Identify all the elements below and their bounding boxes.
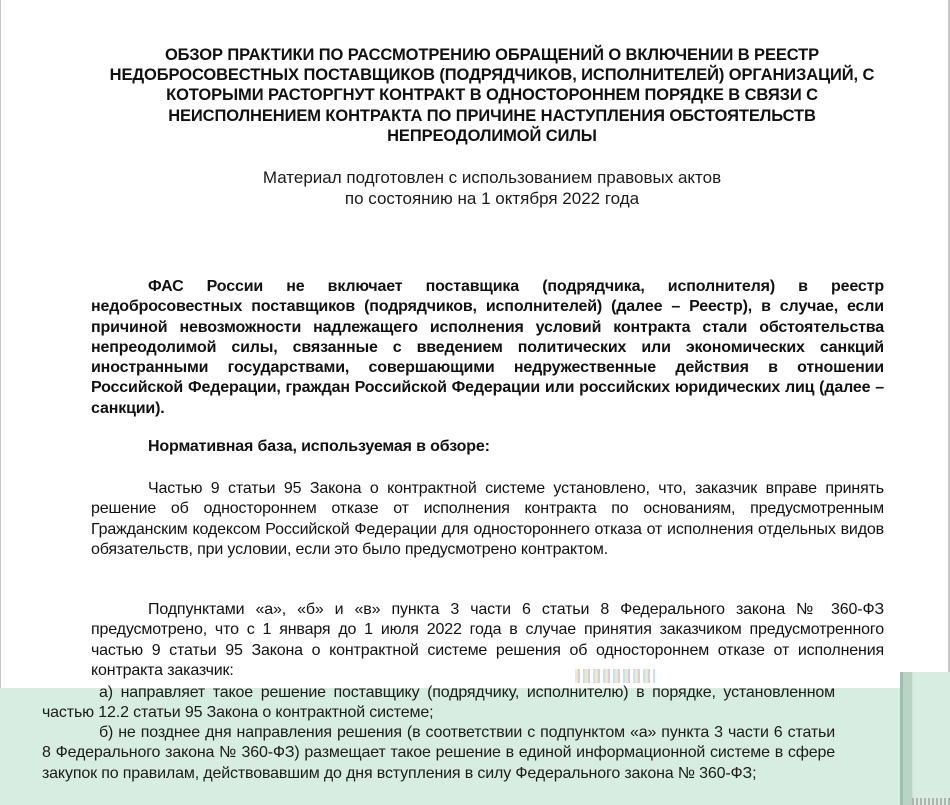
- subtitle-line-1: Материал подготовлен с использованием правовых актов: [262, 168, 722, 187]
- paragraph-360-fz: Подпунктами «а», «б» и «в» пункта 3 части 6 статьи 8 Федерального закона № 360-ФЗ предусмотрено, что с 1 января до 1 июля 2022 года в случае принятия заказчиком предусмотренного частью 9 статьи 95 Закона о контрактной системе решения об одностороннем отказе от исполнения контракта заказчик:: [91, 601, 884, 679]
- paragraph-fas-statement: ФАС России не включает поставщика (подрядчика, исполнителя) в реестр недобросовестных поставщиков (подрядчиков, исполнителей) (далее – Реестр), в случае, если причиной невозможности надлежащего исполнения условий контракта стали обстоятельства непреодолимой силы, связанные с введением политических или экономических санкций иностранными государствами, совершающими недружественные действия в отношении Российской Федерации, граждан Российской Федерации или российских юридических лиц (далее – санкции).: [91, 278, 884, 417]
- render-artifact: [575, 669, 655, 683]
- section-heading-legal-basis: Нормативная база, используемая в обзоре:: [148, 438, 490, 455]
- subtitle-line-2: по состоянию на 1 октября 2022 года: [344, 189, 640, 208]
- scrollbar-gutter: [912, 672, 950, 805]
- overlay-item-a: а) направляет такое решение поставщику (подрядчику, исполнителю) в порядке, установленном частью 12.2 статьи 95 Закона о контрактной системе;: [42, 684, 835, 722]
- document-title: ОБЗОР ПРАКТИКИ ПО РАССМОТРЕНИЮ ОБРАЩЕНИЙ О ВКЛЮЧЕНИИ В РЕЕСТР НЕДОБРОСОВЕСТНЫХ ПОСТАВЩИКОВ (ПОДРЯДЧИКОВ, ИСПОЛНИТЕЛЕЙ) ОРГАНИЗАЦИЙ, С КОТОРЫМИ РАСТОРГНУТ КОНТРАКТ В ОДНОСТОРОННЕМ ПОРЯДКЕ В СВЯЗИ С НЕИСПОЛНЕНИЕМ КОНТРАКТА ПО ПРИЧИНЕ НАСТУПЛЕНИЯ ОБСТОЯТЕЛЬСТВ НЕПРЕОДОЛИМОЙ СИЛЫ: [109, 46, 875, 145]
- resize-grip[interactable]: [912, 798, 950, 805]
- overlay-item-b: б) не позднее дня направления решения (в соответствии с подпунктом «а» пункта 3 части 6 статьи 8 Федерального закона № 360-ФЗ) размещает такое решение в единой информационной системе в сфере закупок по правилам, действовавшим до дня вступления в силу Федерального закона № 360-ФЗ;: [42, 724, 835, 782]
- document-subtitle: [96, 167, 888, 209]
- scrollbar[interactable]: [900, 672, 912, 805]
- paragraph-article-95: Частью 9 статьи 95 Закона о контрактной системе установлено, что, заказчик вправе принять решение об одностороннем отказе от исполнения контракта по основаниям, предусмотренным Гражданским кодексом Российской Федерации для одностороннего отказа от исполнения отдельных видов обязательств, при условии, если это было предусмотрено контрактом.: [91, 480, 884, 558]
